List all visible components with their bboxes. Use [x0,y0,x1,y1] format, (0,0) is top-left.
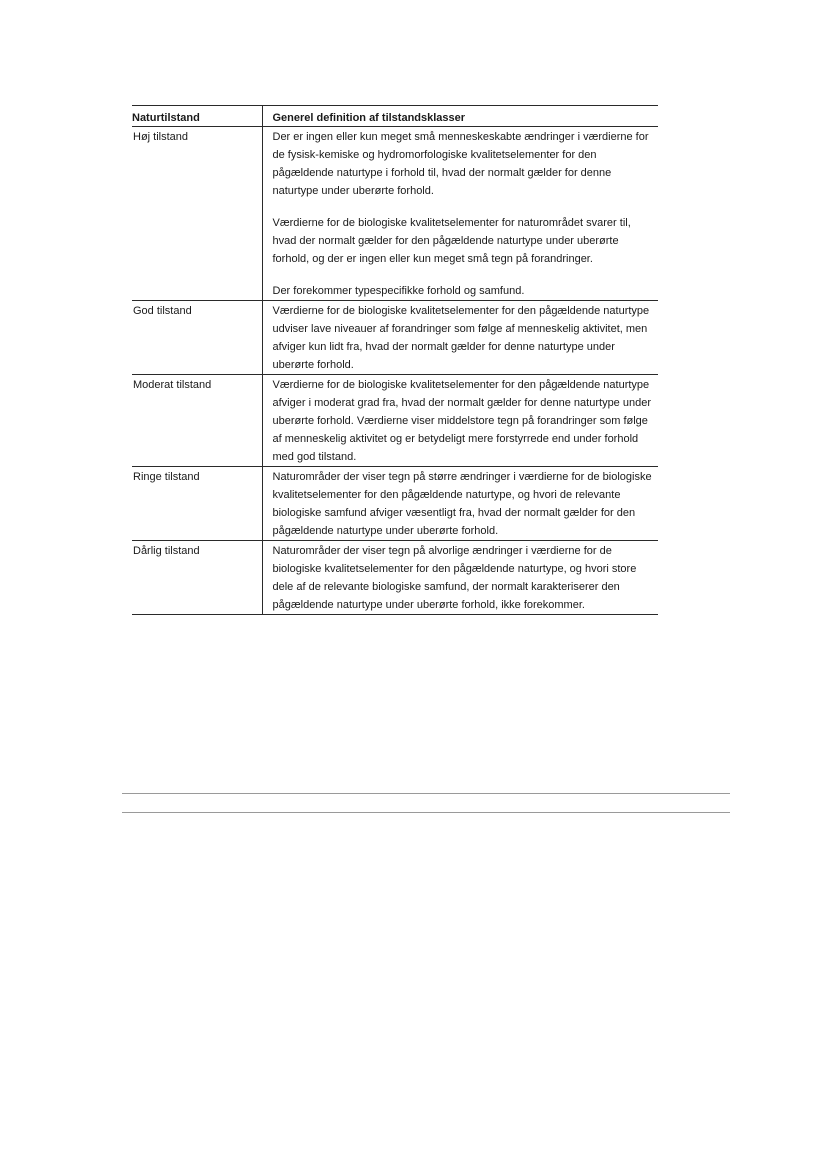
definition-paragraph: Der forekommer typespecifikke forhold og samfund. [272,285,525,297]
definition-paragraph: Værdierne for de biologiske kvalitetselementer for den pågældende naturtype afviger i moderat grad fra, hvad der normalt gælder for denne naturtype under uberørte forhold. Værdierne viser middelstore tegn på forandringer som følge af menneskelig aktivitet og er betydeligt mere forstyrrede end under forhold med god tilstand. [272,379,651,463]
definition-paragraph: Der er ingen eller kun meget små menneskeskabte ændringer i værdierne for de fysisk-kemiske og hydromorfologiske kvalitetselementer for den pågældende naturtype i forhold til, hvad der normalt gælder for denne naturtype under uberørte forhold. [272,131,649,197]
state-label: God tilstand [132,301,262,375]
table-row-god-tilstand [132,301,658,375]
column-header-definition: Generel definition af tilstandsklasser [262,106,658,127]
definition-cell [262,467,658,541]
definition-cell [262,375,658,467]
state-label: Ringe tilstand [132,467,262,541]
state-label: Høj tilstand [132,127,262,301]
column-header-state: Naturtilstand [132,106,262,127]
definition-paragraph: Naturområder der viser tegn på større ændringer i værdierne for de biologiske kvalitetselementer for den pågældende naturtype, og hvori de relevante biologiske samfund afviger væsentligt fra, hvad der normalt gælder for den pågældende naturtype under uberørte forhold. [272,471,652,537]
definition-paragraph: Værdierne for de biologiske kvalitetselementer for naturområdet svarer til, hvad der normalt gælder for den pågældende naturtype under uberørte forhold, og der er ingen eller kun meget små tegn på forandringer. [272,217,631,265]
definition-paragraph: Naturområder der viser tegn på alvorlige ændringer i værdierne for de biologiske kvalitetselementer for den pågældende naturtype, og hvori store dele af de relevante biologiske samfund, der normalt karakteriserer den pågældende naturtype under uberørte forhold, ikke forekommer. [272,545,637,611]
table-row-ringe-tilstand [132,467,658,541]
state-label: Moderat tilstand [132,375,262,467]
horizontal-rule [122,793,730,794]
table-row-moderat-tilstand [132,375,658,467]
horizontal-rule [122,812,730,813]
state-label: Dårlig tilstand [132,541,262,615]
table-row-daarlig-tilstand [132,541,658,615]
definition-cell [262,301,658,375]
table-row-hoej-tilstand [132,127,658,301]
condition-classes-table [132,105,658,615]
definition-cell [262,127,658,301]
definition-cell [262,541,658,615]
definition-paragraph: Værdierne for de biologiske kvalitetselementer for den pågældende naturtype udviser lave niveauer af forandringer som følge af menneskelig aktivitet, men afviger kun lidt fra, hvad der normalt gælder for denne naturtype under uberørte forhold. [272,305,650,371]
table-header-row [132,106,658,127]
